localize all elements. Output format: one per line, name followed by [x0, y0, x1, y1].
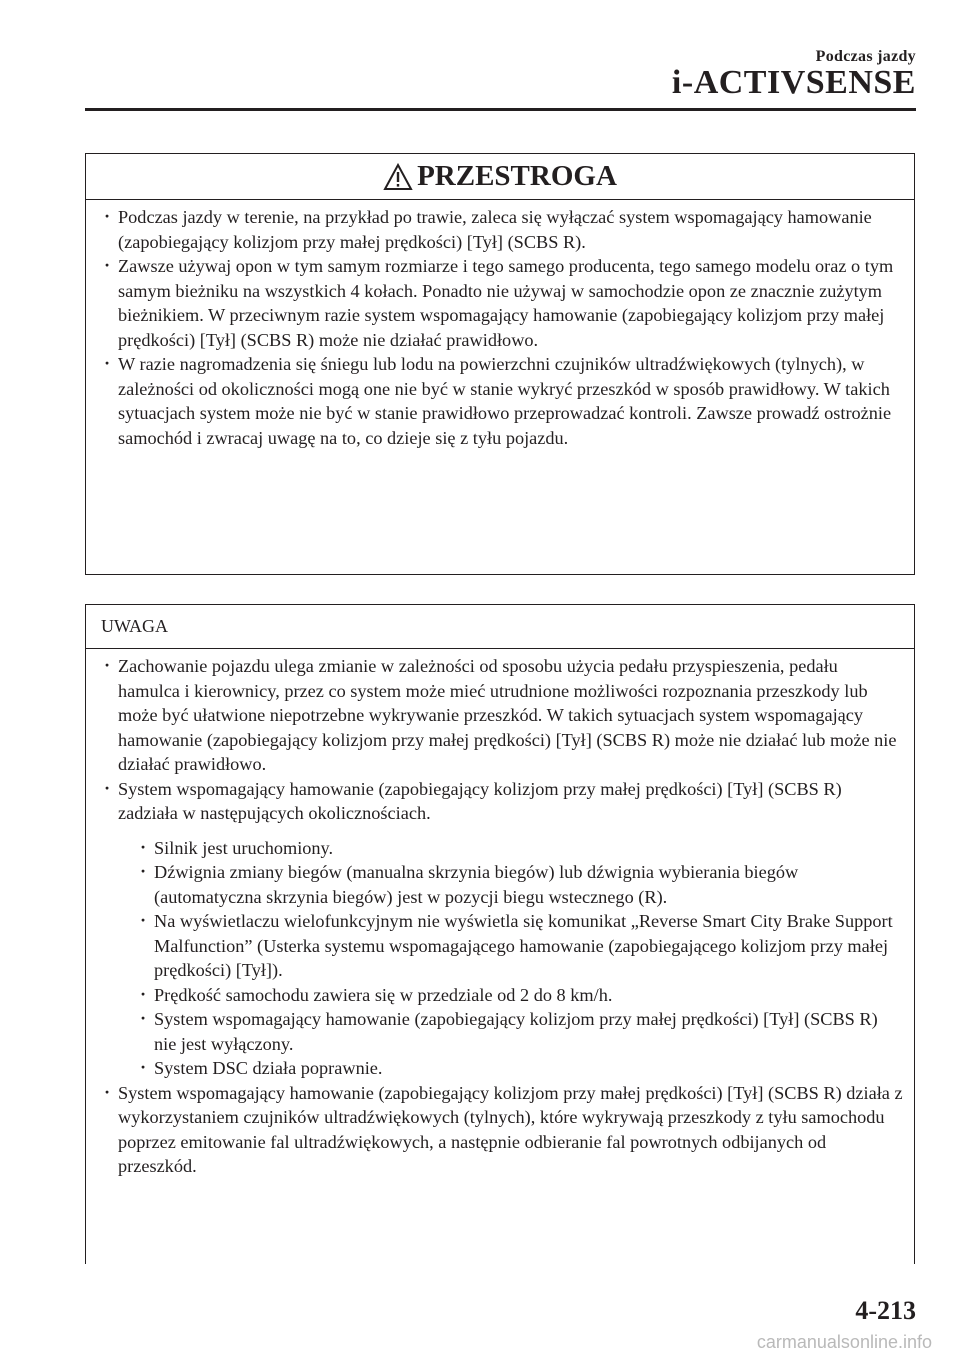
note-box	[85, 604, 915, 1264]
caution-title: PRZESTROGA	[417, 160, 617, 192]
note-header	[86, 605, 914, 649]
note-title: UWAGA	[101, 616, 168, 636]
note-item: · System wspomagający hamowanie (zapobiegający kolizjom przy małej prędkości) [Tył] (SCBS R) działa z wykorzystaniem czujników ultradźwiękowych (tylnych), które wykrywają przeszkody z tyłu samochodu poprzez emitowanie fal ultradźwiękowych, a następnie odbieranie fal powrotnych odbijanych od przeszkód.	[100, 1081, 904, 1179]
header-rule	[85, 108, 916, 111]
conditions-list	[136, 836, 904, 1081]
caution-header	[86, 154, 914, 200]
condition-item: · Prędkość samochodu zawiera się w przedziale od 2 do 8 km/h.	[136, 983, 904, 1008]
caution-item: · Podczas jazdy w terenie, na przykład po trawie, zaleca się wyłączać system wspomagający hamowanie (zapobiegający kolizjom przy małej prędkości) [Tył] (SCBS R).	[100, 205, 904, 254]
caution-list	[100, 205, 904, 450]
watermark: carmanualsonline.info	[756, 1332, 932, 1352]
caution-box	[85, 153, 915, 575]
caution-item: · Zawsze używaj opon w tym samym rozmiarze i tego samego producenta, tego samego modelu oraz o tym samym bieżniku na wszystkich 4 kołach. Ponadto nie używaj w samochodzie opon ze znacznie zużytym bieżnikiem. W przeciwnym razie system wspomagający hamowanie (zapobiegający kolizjom przy małej prędkości) [Tył] (SCBS R) może nie działać prawidłowo.	[100, 254, 904, 352]
note-body	[86, 649, 914, 1179]
condition-item: · Silnik jest uruchomiony.	[136, 836, 904, 861]
condition-item: · System wspomagający hamowanie (zapobiegający kolizjom przy małej prędkości) [Tył] (SCBS R) nie jest wyłączony.	[136, 1007, 904, 1056]
caution-body	[86, 200, 914, 450]
note-list	[100, 654, 904, 1179]
note-item: · Zachowanie pojazdu ulega zmianie w zależności od sposobu użycia pedału przyspieszenia, pedału hamulca i kierownicy, przez co system może mieć utrudnione możliwości rozpoznania przeszkody lub może być ułatwione niepotrzebne wykrywanie przeszkód. W takich sytuacjach system wspomagający hamowanie (zapobiegający kolizjom przy małej prędkości) [Tył] (SCBS R) może nie działać lub może nie działać prawidłowo.	[100, 654, 904, 777]
condition-item: · Dźwignia zmiany biegów (manualna skrzynia biegów) lub dźwignia wybierania biegów (automatyczna skrzynia biegów) jest w pozycji biegu wstecznego (R).	[136, 860, 904, 909]
page-title: i-ACTIVSENSE	[671, 64, 916, 101]
note-item	[100, 777, 904, 1081]
section-label: Podczas jazdy	[815, 48, 916, 65]
caution-item: · W razie nagromadzenia się śniegu lub lodu na powierzchni czujników ultradźwiękowych (tylnych), w zależności od okoliczności mogą one nie być w stanie wykryć przeszkód w sposób prawidłowy. W takich sytuacjach system może nie być w stanie prawidłowo przeprowadzać kontroli. Zawsze prowadź ostrożnie samochód i zwracaj uwagę na to, co dzieje się z tyłu pojazdu.	[100, 352, 904, 450]
page-number: 4-213	[855, 1296, 916, 1325]
warning-triangle-icon	[383, 163, 413, 191]
condition-item: · System DSC działa poprawnie.	[136, 1056, 904, 1081]
condition-item: · Na wyświetlaczu wielofunkcyjnym nie wyświetla się komunikat „Reverse Smart City Brake Support Malfunction” (Usterka systemu wspomagającego hamowanie (zapobiegającego kolizjom przy małej prędkości) [Tył]).	[136, 909, 904, 983]
note-item-text: System wspomagający hamowanie (zapobiegający kolizjom przy małej prędkości) [Tył] (SCBS R) zadziała w następujących okolicznościach.	[118, 778, 842, 823]
